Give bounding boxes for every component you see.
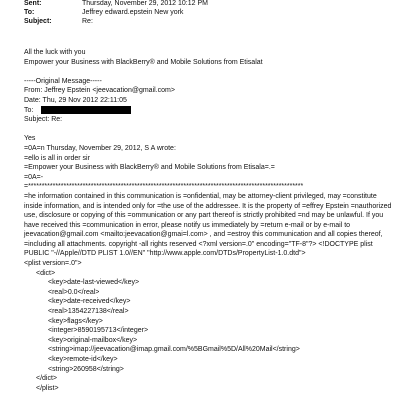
original-subject: Subject: Re: bbox=[24, 116, 63, 124]
xml-value: <real>1354227138</real> bbox=[48, 308, 129, 316]
plist-open-tag: <plist version=.0"> bbox=[24, 260, 82, 268]
quoted-line-2: =ello is all in order sir bbox=[24, 154, 90, 162]
star-separator: =***************************************************************************************************** bbox=[24, 183, 304, 191]
reply-yes: Yes bbox=[24, 135, 36, 143]
sent-value: Thursday, November 29, 2012 10:12 PM bbox=[82, 0, 208, 7]
quoted-line-4: =0A=- bbox=[24, 173, 44, 181]
email-body bbox=[24, 48, 394, 269]
sent-label: Sent: bbox=[24, 0, 42, 7]
email-document bbox=[24, 0, 394, 393]
xml-key: <key>date-received</key> bbox=[48, 298, 131, 306]
xml-key: <key>remote-id</key> bbox=[48, 356, 118, 363]
xml-value: <string>imap://jeevacation@imap.gmail.com/%5BGmail%5D/All%20Mail</string> bbox=[48, 346, 300, 354]
to-label: To: bbox=[24, 9, 35, 16]
plist-close-tag: </plist> bbox=[36, 384, 59, 392]
original-date: Date: Thu, 29 Nov 2012 22:11:05 bbox=[24, 96, 127, 104]
xml-key: <key>flags</key> bbox=[48, 317, 103, 325]
to-row bbox=[24, 8, 394, 17]
to-value: Jeffrey edward.epstein New york bbox=[82, 9, 184, 16]
dict-open-tag: <dict> bbox=[36, 269, 56, 277]
email-header bbox=[24, 0, 394, 26]
body-line-1: All the luck with you bbox=[24, 49, 86, 56]
xml-value: <string>260958</string> bbox=[48, 365, 124, 373]
subject-row bbox=[24, 17, 394, 26]
original-from: From: Jeffrey Epstein <jeevacation@gmail.com> bbox=[24, 87, 175, 95]
original-to-row bbox=[24, 106, 394, 116]
redaction-box bbox=[41, 106, 131, 114]
sent-row bbox=[24, 0, 394, 8]
xml-key: <key>original-mailbox</key> bbox=[48, 336, 138, 344]
xml-value: <real>0.0</real> bbox=[48, 288, 100, 296]
quoted-line-1: =0A=n Thursday, November 29, 2012, S A wrote: bbox=[24, 144, 176, 152]
disclaimer-paragraph: =he information contained in this communication is =onfidential, may be attorney-client privileged, may =constitute inside information, and is intended only for =the use of the addressee. It is the property of =effrey Epstein =nauthorized use, disclosure or copying of this =ommunication or any part thereof is strictly prohibited =nd may be unlawful. If you have received this =communication in error, please notify us immediately by =return e-mail or by e-mail to jeevacation@gmail.com <mailto:jeevacation@gmai=l.com> , and =estroy this communication and all copies thereof, =including all attachments. copyright -all rights reserved <?xml version=.0" encoding="TF-8"?> <!DOCTYPE plist PUBLIC "-//Apple//DTD PLIST 1.0//EN" "http://www.apple.com/DTDs/PropertyList-1.0.dtd"> bbox=[24, 192, 392, 258]
subject-label: Subject: bbox=[24, 18, 52, 25]
plist-xml bbox=[24, 269, 394, 394]
xml-value: <integer>8590195713</integer> bbox=[48, 327, 149, 335]
dict-close-tag: </dict> bbox=[36, 375, 58, 383]
quoted-line-3: =Empower your Business with BlackBerry® and Mobile Solutions from Etisala=.= bbox=[24, 164, 275, 172]
subject-value: Re: bbox=[82, 18, 93, 25]
original-message-separator: -----Original Message----- bbox=[24, 77, 102, 85]
body-line-2: Empower your Business with BlackBerry® and Mobile Solutions from Etisalat bbox=[24, 58, 263, 66]
xml-key: <key>date-last-viewed</key> bbox=[48, 279, 140, 287]
original-to-label: To: bbox=[24, 106, 34, 114]
